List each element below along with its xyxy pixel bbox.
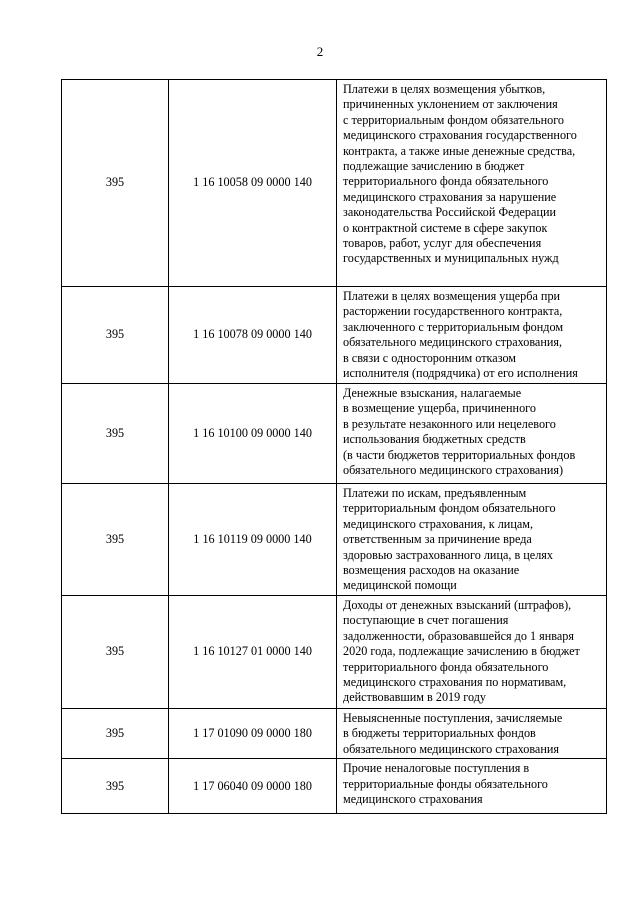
- revenue-name-line: обязательного медицинского страхования,: [343, 335, 563, 350]
- table-body: [62, 80, 607, 814]
- revenue-name-line: Прочие неналоговые поступления в: [343, 761, 530, 776]
- revenue-name-line: Платежи в целях возмещения ущерба при: [343, 289, 561, 303]
- revenue-name-line: обязательного медицинского страхования: [343, 741, 559, 756]
- page-number: 2: [316, 44, 324, 59]
- table-row: [62, 759, 607, 814]
- revenue-name-line: медицинского страхования по нормативам,: [343, 675, 567, 690]
- table-row: [62, 384, 607, 484]
- table-row: [62, 709, 607, 759]
- revenue-name-line: территориальные фонды обязательного: [343, 776, 548, 791]
- revenue-name-cell: [337, 596, 607, 709]
- budget-classification-code-cell: 1 17 06040 09 0000 180: [169, 759, 337, 814]
- revenue-name-line: Платежи в целях возмещения убытков,: [343, 82, 546, 96]
- revenue-name-line: Платежи по искам, предъявленным: [343, 486, 527, 500]
- revenue-name-line: Денежные взыскания, налагаемые: [343, 386, 522, 400]
- revenue-name-line: причиненных уклонением от заключения: [343, 97, 558, 112]
- budget-classification-code-cell: 1 16 10078 09 0000 140: [169, 287, 337, 384]
- revenue-name-line: задолженности, образовавшейся до 1 января: [343, 628, 574, 643]
- revenue-name-line: медицинского страхования, к лицам,: [343, 516, 534, 531]
- revenue-name-line: здоровью застрахованного лица, в целях: [343, 547, 553, 562]
- budget-classification-code-cell: 1 16 10127 01 0000 140: [169, 596, 337, 709]
- revenue-name-line: о контрактной системе в сфере закупок: [343, 220, 548, 235]
- revenue-name-cell: [337, 287, 607, 384]
- revenue-name-line: медицинского страхования государственного: [343, 128, 577, 143]
- revenue-name-line: действовавшим в 2019 году: [343, 690, 487, 705]
- revenue-name-line: территориального фонда обязательного: [343, 659, 549, 674]
- revenue-name-line: Невыясненные поступления, зачисляемые: [343, 711, 563, 725]
- admin-code-cell: 395: [62, 484, 169, 596]
- table-row: [62, 287, 607, 384]
- revenue-name-cell: [337, 484, 607, 596]
- revenue-name-cell: [337, 384, 607, 484]
- revenue-name-line: ответственным за причинение вреда: [343, 532, 532, 547]
- revenue-name-line: использования бюджетных средств: [343, 432, 526, 447]
- revenue-name-line: 2020 года, подлежащие зачислению в бюджет: [343, 644, 580, 659]
- revenue-name-line: законодательства Российской Федерации: [343, 205, 557, 220]
- revenue-name-line: в связи с односторонним отказом: [343, 350, 517, 365]
- admin-code-cell: 395: [62, 709, 169, 759]
- revenue-name-line: медицинского страхования: [343, 792, 483, 807]
- budget-classification-code-cell: 1 17 01090 09 0000 180: [169, 709, 337, 759]
- revenue-name-line: с территориальным фондом обязательного: [343, 112, 565, 127]
- admin-code-cell: 395: [62, 287, 169, 384]
- revenue-name-line: товаров, работ, услуг для обеспечения: [343, 236, 542, 251]
- budget-classification-code-cell: 1 16 10100 09 0000 140: [169, 384, 337, 484]
- revenue-name-line: обязательного медицинского страхования): [343, 463, 564, 478]
- revenue-name-line: исполнителя (подрядчика) от его исполнения: [343, 366, 578, 381]
- revenue-name-line: в возмещение ущерба, причиненного: [343, 401, 536, 416]
- table-row: [62, 484, 607, 596]
- revenue-name-line: возмещения расходов на оказание: [343, 563, 520, 578]
- admin-code-cell: 395: [62, 596, 169, 709]
- table-row: [62, 596, 607, 709]
- revenue-name-line: в результате незаконного или нецелевого: [343, 416, 556, 431]
- revenue-name-line: Доходы от денежных взысканий (штрафов),: [343, 598, 572, 612]
- revenue-name-line: медицинского страхования за нарушение: [343, 189, 557, 204]
- revenue-name-line: территориального фонда обязательного: [343, 174, 549, 189]
- budget-classification-code-cell: 1 16 10058 09 0000 140: [169, 80, 337, 287]
- revenue-name-cell: [337, 80, 607, 287]
- revenue-name-line: государственных и муниципальных нужд: [343, 251, 559, 266]
- table-row: [62, 80, 607, 287]
- admin-code-cell: 395: [62, 759, 169, 814]
- revenue-name-cell: [337, 709, 607, 759]
- admin-code-cell: 395: [62, 384, 169, 484]
- revenue-name-line: подлежащие зачислению в бюджет: [343, 159, 525, 174]
- revenue-name-line: расторжении государственного контракта,: [343, 304, 563, 319]
- revenue-name-line: поступающие в счет погашения: [343, 613, 509, 628]
- revenue-name-cell: [337, 759, 607, 814]
- revenue-name-line: медицинской помощи: [343, 578, 457, 593]
- revenue-classification-table: [61, 79, 607, 814]
- revenue-name-line: территориальным фондом обязательного: [343, 501, 556, 516]
- budget-classification-code-cell: 1 16 10119 09 0000 140: [169, 484, 337, 596]
- revenue-name-line: в бюджеты территориальных фондов: [343, 726, 536, 741]
- revenue-name-line: заключенного с территориальным фондом: [343, 319, 564, 334]
- admin-code-cell: 395: [62, 80, 169, 287]
- revenue-name-line: (в части бюджетов территориальных фондов: [343, 447, 576, 462]
- revenue-name-line: контракта, а также иные денежные средства,: [343, 143, 576, 158]
